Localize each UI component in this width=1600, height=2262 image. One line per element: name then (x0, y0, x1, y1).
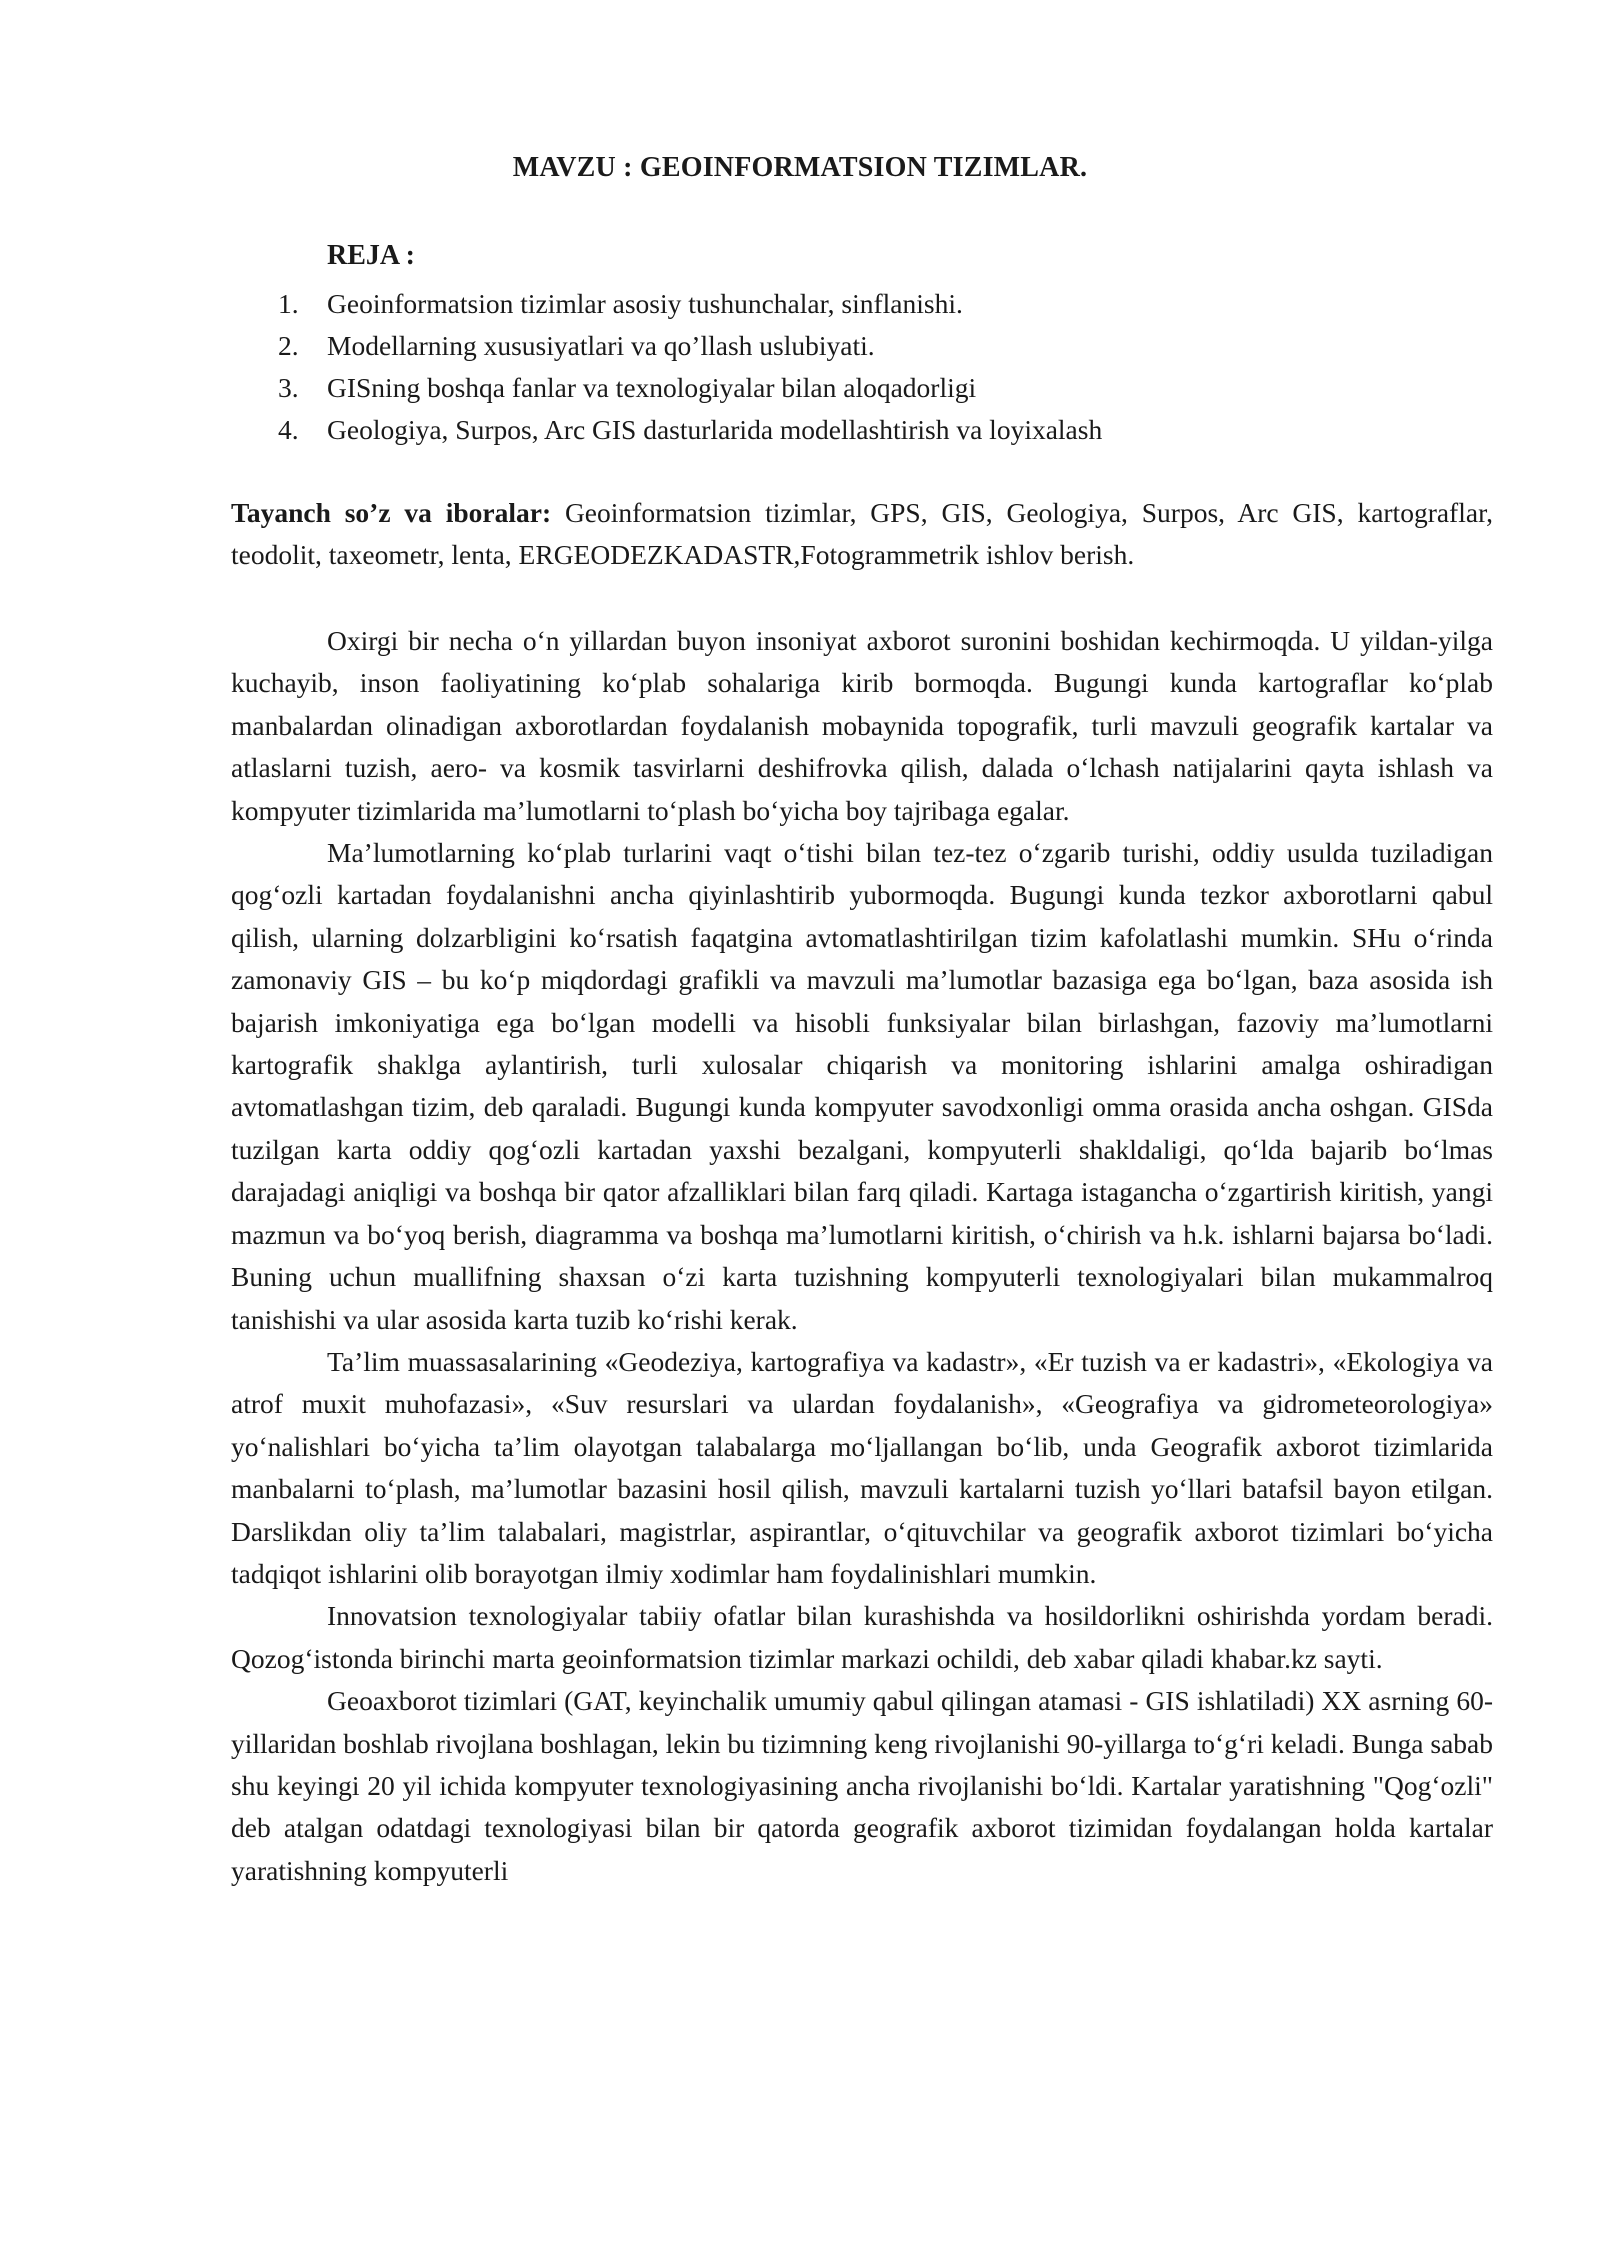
plan-item-number: 4. (278, 414, 299, 445)
plan-item-number: 2. (278, 330, 299, 361)
plan-item (278, 409, 1478, 451)
plan-item-text: GISning boshqa fanlar va texnologiyalar bilan aloqadorligi (327, 372, 977, 403)
plan-item-number: 3. (278, 372, 299, 403)
document-title: MAVZU : GEOINFORMATSION TIZIMLAR. (512, 152, 1088, 183)
keywords-paragraph (231, 492, 1493, 576)
plan-list (278, 283, 1478, 451)
body-paragraph: Geoaxborot tizimlari (GAT, keyinchalik umumiy qabul qilingan atamasi - GIS ishlatiladi) XX asrning 60-yillaridan boshlab rivojlana boshlagan, lekin bu tizimning keng rivojlanishi 90-yillarga to‘g‘ri keladi. Bunga sabab shu keyingi 20 yil ichida kompyuter texnologiyasining ancha rivojlanishi bo‘ldi. Kartalar yaratishning "Qog‘ozli" deb atalgan odatdagi texnologiyasi bilan bir qatorda geografik axborot tizimidan foydalangan holda kartalar yaratishning kompyuterli (231, 1685, 1493, 1886)
keywords-text: Geoinformatsion tizimlar, GPS, GIS, Geologiya, Surpos, Arc GIS, kartograflar, teodolit, taxeometr, lenta, ERGEODEZKADASTR,Fotogrammetrik ishlov berish. (231, 497, 1493, 570)
plan-item-text: Geoinformatsion tizimlar asosiy tushunchalar, sinflanishi. (327, 288, 963, 319)
plan-item-text: Modellarning xususiyatlari va qo’llash uslubiyati. (327, 330, 875, 361)
body-paragraph: Oxirgi bir necha o‘n yillardan buyon insoniyat axborot suronini boshidan kechirmoqda. U yildan-yilga kuchayib, inson faoliyatining ko‘plab sohalariga kirib bormoqda. Bugungi kunda kartograflar ko‘plab manbalardan olinadigan axborotlardan foydalanish mobaynida topografik, turli mavzuli geografik kartalar va atlaslarni tuzish, aero- va kosmik tasvirlarni deshifrovka qilish, dalada o‘lchash natijalarini qayta ishlash va kompyuter tizimlarida ma’lumotlarni to‘plash bo‘yicha boy tajribaga egalar. (231, 625, 1493, 826)
plan-item (278, 367, 1478, 409)
body-paragraph: Ma’lumotlarning ko‘plab turlarini vaqt o‘tishi bilan tez-tez o‘zgarib turishi, oddiy usulda tuziladigan qog‘ozli kartadan foydalanishni ancha qiyinlashtirib yubormoqda. Bugungi kunda tezkor axborotlarni qabul qilish, ularning dolzarbligini ko‘rsatish faqatgina avtomatlashtirilgan tizim kafolatlashi mumkin. SHu o‘rinda zamonaviy GIS – bu ko‘p miqdordagi grafikli va mavzuli ma’lumotlar bazasiga ega bo‘lgan, baza asosida ish bajarish imkoniyatiga ega bo‘lgan modelli va hisobli funksiyalar bilan birlashgan, fazoviy ma’lumotlarni kartografik shaklga aylantirish, turli xulosalar chiqarish va monitoring ishlarini amalga oshiradigan avtomatlashgan tizim, deb qaraladi. Bugungi kunda kompyuter savodxonligi omma orasida ancha oshgan. GISda tuzilgan karta oddiy qog‘ozli kartadan yaxshi bezalgani, kompyuterli shakldaligi, qo‘lda bajarib bo‘lmas darajadagi aniqligi va boshqa bir qator afzalliklari bilan farq qiladi. Kartaga istagancha o‘zgartirish kiritish, yangi mazmun va bo‘yoq berish, diagramma va boshqa ma’lumotlarni kiritish, o‘chirish va h.k. ishlarni bajarsa bo‘ladi. Buning uchun muallifning shaxsan o‘zi karta tuzishning kompyuterli texnologiyalari bilan mukammalroq tanishishi va ular asosida karta tuzib ko‘rishi kerak. (231, 837, 1493, 1335)
plan-heading: REJA : (327, 240, 415, 271)
plan-item (278, 283, 1478, 325)
plan-item (278, 325, 1478, 367)
plan-item-text: Geologiya, Surpos, Arc GIS dasturlarida modellashtirish va loyixalash (327, 414, 1103, 445)
plan-item-number: 1. (278, 288, 299, 319)
keywords-label: Tayanch so’z va iboralar: (231, 497, 552, 528)
body-paragraph: Ta’lim muassasalarining «Geodeziya, kartografiya va kadastr», «Er tuzish va er kadastri», «Ekologiya va atrof muxit muhofazasi», «Suv resurslari va ulardan foydalanish», «Geografiya va gidrometeorologiya» yo‘nalishlari bo‘yicha ta’lim olayotgan talabalarga mo‘ljallangan bo‘lib, unda Geografik axborot tizimlarida manbalarni to‘plash, ma’lumotlar bazasini hosil qilish, mavzuli kartalarni tuzish yo‘llari batafsil bayon etilgan. Darslikdan oliy ta’lim talabalari, magistrlar, aspirantlar, o‘qituvchilar va geografik axborot tizimlari bo‘yicha tadqiqot ishlarini olib borayotgan ilmiy xodimlar ham foydalinishlari mumkin. (231, 1345, 1493, 1589)
body-text (231, 620, 1493, 1892)
body-paragraph: Innovatsion texnologiyalar tabiiy ofatlar bilan kurashishda va hosildorlikni oshirishda yordam beradi. Qozog‘istonda birinchi marta geoinformatsion tizimlar markazi ochildi, deb xabar qiladi khabar.kz sayti. (231, 1600, 1493, 1674)
